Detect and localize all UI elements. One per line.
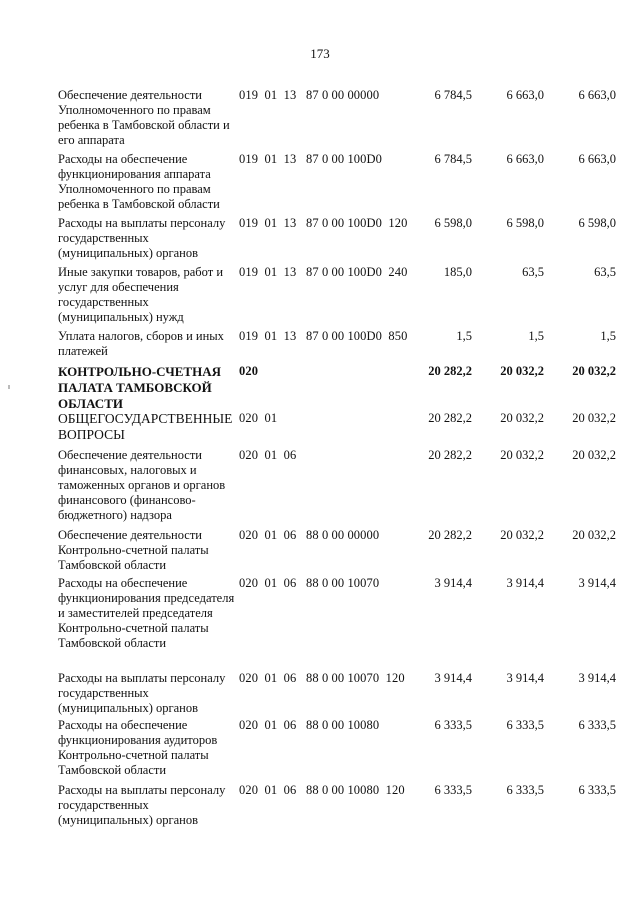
row-code: 020 01 06 88 0 00 10070: [239, 576, 380, 590]
row-value-1: 6 784,5: [434, 88, 472, 102]
row-name: Расходы на выплаты персоналу государственных (муниципальных) органов: [58, 216, 226, 260]
row-value-1: 20 282,2: [428, 448, 472, 462]
row-value-2: 6 598,0: [506, 216, 544, 230]
row-value-3: 20 032,2: [572, 448, 616, 462]
row-value-1: 3 914,4: [434, 671, 472, 685]
row-code: 019 01 13 87 0 00 100D0 120: [239, 216, 408, 230]
row-value-2: 3 914,4: [506, 576, 544, 590]
row-value-2: 20 032,2: [500, 364, 544, 378]
row-name: Расходы на обеспечение функционирования аппарата Уполномоченного по правам ребенка в Тамбовской области: [58, 152, 220, 211]
row-value-3: 6 663,0: [578, 152, 616, 166]
row-value-3: 6 333,5: [578, 718, 616, 732]
row-code: 019 01 13 87 0 00 100D0 240: [239, 265, 408, 279]
row-code: 020 01: [239, 411, 278, 425]
row-code: 020 01 06 88 0 00 10080 120: [239, 783, 405, 797]
row-code: 020 01 06 88 0 00 00000: [239, 528, 380, 542]
row-name: Иные закупки товаров, работ и услуг для обеспечения государственных (муниципальных) нужд: [58, 265, 224, 324]
row-code: 019 01 13 87 0 00 100D0: [239, 152, 382, 166]
row-code: 020: [239, 364, 259, 378]
row-name: Обеспечение деятельности финансовых, налоговых и таможенных органов и органов финансового (финансово-бюджетного) надзора: [58, 448, 226, 522]
row-value-2: 20 032,2: [500, 411, 544, 425]
row-value-3: 63,5: [594, 265, 616, 279]
row-value-2: 3 914,4: [506, 671, 544, 685]
row-value-3: 20 032,2: [572, 411, 616, 425]
row-code: 020 01 06: [239, 448, 297, 462]
row-name: ОБЩЕГОСУДАРСТВЕННЫЕ ВОПРОСЫ: [58, 411, 233, 442]
row-code: 020 01 06 88 0 00 10070 120: [239, 671, 405, 685]
row-value-2: 20 032,2: [500, 448, 544, 462]
row-value-2: 6 663,0: [506, 152, 544, 166]
row-value-1: 6 333,5: [434, 783, 472, 797]
row-value-3: 3 914,4: [578, 576, 616, 590]
row-value-3: 6 663,0: [578, 88, 616, 102]
row-value-1: 20 282,2: [428, 528, 472, 542]
row-value-3: 20 032,2: [572, 528, 616, 542]
row-code: 019 01 13 87 0 00 100D0 850: [239, 329, 408, 343]
row-value-1: 6 598,0: [434, 216, 472, 230]
row-value-1: 1,5: [456, 329, 472, 343]
row-name: Расходы на обеспечение функционирования председателя и заместителей председателя Контрольно-счетной палаты Тамбовской области: [58, 576, 235, 650]
row-value-1: 20 282,2: [428, 364, 472, 378]
row-name: Расходы на выплаты персоналу государственных (муниципальных) органов: [58, 783, 226, 827]
row-value-2: 6 333,5: [506, 718, 544, 732]
row-value-1: 3 914,4: [434, 576, 472, 590]
scan-artifact: [8, 385, 10, 389]
row-name: Расходы на обеспечение функционирования аудиторов Контрольно-счетной палаты Тамбовской области: [58, 718, 218, 777]
row-value-2: 20 032,2: [500, 528, 544, 542]
row-name: Расходы на выплаты персоналу государственных (муниципальных) органов: [58, 671, 226, 715]
row-value-3: 6 598,0: [578, 216, 616, 230]
row-value-1: 6 333,5: [434, 718, 472, 732]
section-title: КОНТРОЛЬНО-СЧЕТНАЯ ПАЛАТА ТАМБОВСКОЙ ОБЛАСТИ: [58, 364, 221, 411]
row-name: Обеспечение деятельности Контрольно-счетной палаты Тамбовской области: [58, 528, 209, 572]
row-value-1: 6 784,5: [434, 152, 472, 166]
row-value-1: 20 282,2: [428, 411, 472, 425]
row-name: Уплата налогов, сборов и иных платежей: [58, 329, 224, 358]
row-code: 019 01 13 87 0 00 00000: [239, 88, 380, 102]
page-number: 173: [310, 46, 330, 61]
row-value-3: 20 032,2: [572, 364, 616, 378]
row-value-2: 63,5: [522, 265, 544, 279]
row-value-1: 185,0: [443, 265, 472, 279]
row-value-2: 1,5: [528, 329, 544, 343]
row-value-3: 3 914,4: [578, 671, 616, 685]
row-code: 020 01 06 88 0 00 10080: [239, 718, 380, 732]
row-name: Обеспечение деятельности Уполномоченного по правам ребенка в Тамбовской области и его аппарата: [58, 88, 230, 147]
row-value-2: 6 333,5: [506, 783, 544, 797]
row-value-3: 6 333,5: [578, 783, 616, 797]
row-value-2: 6 663,0: [506, 88, 544, 102]
row-value-3: 1,5: [600, 329, 616, 343]
